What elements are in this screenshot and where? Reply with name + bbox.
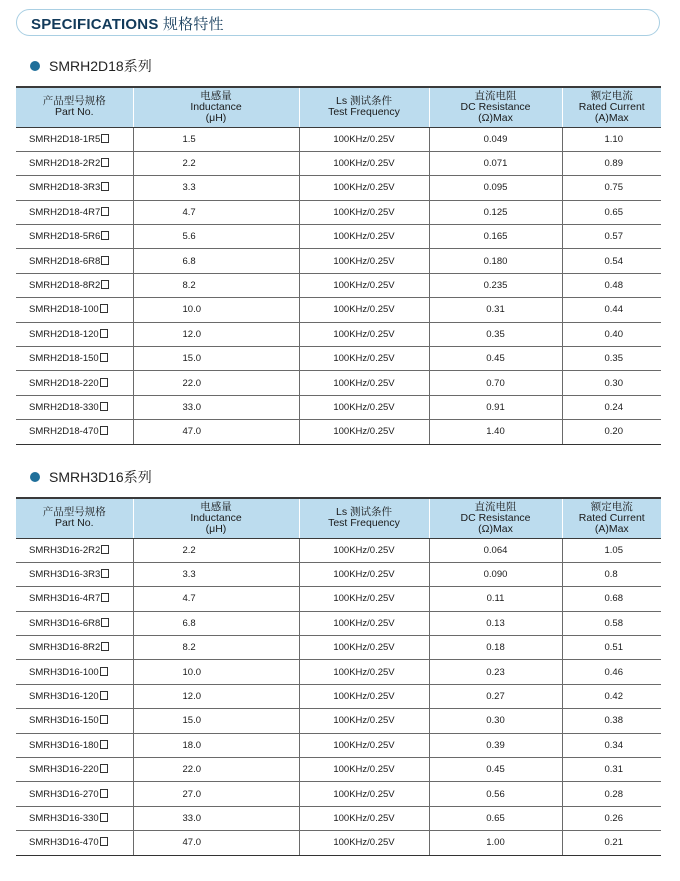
cell-rated-current: 0.48 bbox=[562, 273, 661, 297]
option-box-icon bbox=[101, 545, 109, 554]
cell-test-condition: 100KHz/0.25V bbox=[299, 587, 429, 611]
header-dcr: 直流电阻 DC Resistance (Ω)Max bbox=[429, 498, 562, 538]
cell-part-no: SMRH3D16-180 bbox=[16, 733, 133, 757]
cell-test-condition: 100KHz/0.25V bbox=[299, 176, 429, 200]
cell-dc-resistance: 0.27 bbox=[429, 684, 562, 708]
cell-test-condition: 100KHz/0.25V bbox=[299, 127, 429, 151]
option-box-icon bbox=[100, 740, 108, 749]
cell-inductance: 3.3 bbox=[133, 176, 299, 200]
cell-dc-resistance: 0.11 bbox=[429, 587, 562, 611]
option-box-icon bbox=[101, 182, 109, 191]
header-current: 额定电流 Rated Current (A)Max bbox=[562, 87, 661, 127]
table-header-row bbox=[16, 498, 661, 538]
cell-rated-current: 0.35 bbox=[562, 347, 661, 371]
cell-rated-current: 0.21 bbox=[562, 831, 661, 855]
table-row bbox=[16, 200, 661, 224]
cell-part-no: SMRH3D16-4R7 bbox=[16, 587, 133, 611]
cell-dc-resistance: 0.180 bbox=[429, 249, 562, 273]
cell-rated-current: 0.40 bbox=[562, 322, 661, 346]
spec-table-smrh3d16 bbox=[16, 497, 661, 856]
cell-test-condition: 100KHz/0.25V bbox=[299, 733, 429, 757]
cell-part-no: SMRH3D16-3R3 bbox=[16, 562, 133, 586]
cell-part-no: SMRH2D18-470 bbox=[16, 420, 133, 444]
table-row bbox=[16, 587, 661, 611]
table-row bbox=[16, 151, 661, 175]
cell-rated-current: 0.58 bbox=[562, 611, 661, 635]
cell-part-no: SMRH3D16-8R2 bbox=[16, 636, 133, 660]
cell-rated-current: 0.8 bbox=[562, 562, 661, 586]
table-row bbox=[16, 225, 661, 249]
section-title: SMRH3D16系列 bbox=[49, 469, 152, 485]
header-inductance: 电感量 Inductance (μH) bbox=[133, 87, 299, 127]
cell-test-condition: 100KHz/0.25V bbox=[299, 562, 429, 586]
cell-rated-current: 0.20 bbox=[562, 420, 661, 444]
option-box-icon bbox=[101, 158, 109, 167]
cell-inductance: 12.0 bbox=[133, 322, 299, 346]
table-row bbox=[16, 273, 661, 297]
cell-part-no: SMRH3D16-330 bbox=[16, 806, 133, 830]
cell-test-condition: 100KHz/0.25V bbox=[299, 151, 429, 175]
section-title: SMRH2D18系列 bbox=[49, 58, 152, 74]
cell-test-condition: 100KHz/0.25V bbox=[299, 200, 429, 224]
page-title-cn: 规格特性 bbox=[162, 16, 224, 33]
table-row bbox=[16, 660, 661, 684]
option-box-icon bbox=[100, 837, 108, 846]
cell-test-condition: 100KHz/0.25V bbox=[299, 347, 429, 371]
cell-rated-current: 0.89 bbox=[562, 151, 661, 175]
cell-rated-current: 0.30 bbox=[562, 371, 661, 395]
cell-rated-current: 0.51 bbox=[562, 636, 661, 660]
cell-dc-resistance: 1.40 bbox=[429, 420, 562, 444]
cell-inductance: 8.2 bbox=[133, 273, 299, 297]
cell-inductance: 10.0 bbox=[133, 298, 299, 322]
cell-rated-current: 0.42 bbox=[562, 684, 661, 708]
header-part: 产品型号规格 Part No. bbox=[16, 87, 133, 127]
cell-rated-current: 0.31 bbox=[562, 758, 661, 782]
cell-test-condition: 100KHz/0.25V bbox=[299, 273, 429, 297]
table-row bbox=[16, 684, 661, 708]
section-heading-smrh3d16 bbox=[30, 467, 152, 487]
cell-part-no: SMRH2D18-6R8 bbox=[16, 249, 133, 273]
cell-part-no: SMRH2D18-4R7 bbox=[16, 200, 133, 224]
cell-test-condition: 100KHz/0.25V bbox=[299, 611, 429, 635]
option-box-icon bbox=[100, 715, 108, 724]
cell-test-condition: 100KHz/0.25V bbox=[299, 322, 429, 346]
page-title-en: SPECIFICATIONS bbox=[31, 16, 159, 33]
cell-dc-resistance: 0.13 bbox=[429, 611, 562, 635]
cell-test-condition: 100KHz/0.25V bbox=[299, 249, 429, 273]
cell-dc-resistance: 0.45 bbox=[429, 347, 562, 371]
cell-dc-resistance: 0.18 bbox=[429, 636, 562, 660]
table-row bbox=[16, 347, 661, 371]
table-row bbox=[16, 176, 661, 200]
header-inductance: 电感量 Inductance (μH) bbox=[133, 498, 299, 538]
cell-inductance: 15.0 bbox=[133, 709, 299, 733]
table-row bbox=[16, 636, 661, 660]
table-row bbox=[16, 127, 661, 151]
cell-rated-current: 0.65 bbox=[562, 200, 661, 224]
option-box-icon bbox=[100, 329, 108, 338]
cell-part-no: SMRH2D18-1R5 bbox=[16, 127, 133, 151]
cell-part-no: SMRH2D18-3R3 bbox=[16, 176, 133, 200]
table-row bbox=[16, 538, 661, 562]
cell-test-condition: 100KHz/0.25V bbox=[299, 782, 429, 806]
table-row bbox=[16, 322, 661, 346]
option-box-icon bbox=[100, 667, 108, 676]
table-row bbox=[16, 733, 661, 757]
option-box-icon bbox=[100, 353, 108, 362]
cell-dc-resistance: 0.65 bbox=[429, 806, 562, 830]
cell-dc-resistance: 0.235 bbox=[429, 273, 562, 297]
cell-inductance: 5.6 bbox=[133, 225, 299, 249]
table-row bbox=[16, 758, 661, 782]
bullet-icon bbox=[30, 472, 40, 482]
cell-part-no: SMRH3D16-6R8 bbox=[16, 611, 133, 635]
bullet-icon bbox=[30, 61, 40, 71]
option-box-icon bbox=[100, 691, 108, 700]
cell-dc-resistance: 0.91 bbox=[429, 395, 562, 419]
section-heading-smrh2d18 bbox=[30, 56, 152, 76]
cell-inductance: 10.0 bbox=[133, 660, 299, 684]
cell-dc-resistance: 0.23 bbox=[429, 660, 562, 684]
cell-inductance: 1.5 bbox=[133, 127, 299, 151]
cell-inductance: 12.0 bbox=[133, 684, 299, 708]
option-box-icon bbox=[101, 618, 109, 627]
cell-dc-resistance: 0.30 bbox=[429, 709, 562, 733]
table-row bbox=[16, 611, 661, 635]
option-box-icon bbox=[100, 813, 108, 822]
cell-test-condition: 100KHz/0.25V bbox=[299, 636, 429, 660]
cell-rated-current: 0.38 bbox=[562, 709, 661, 733]
cell-test-condition: 100KHz/0.25V bbox=[299, 225, 429, 249]
table-row bbox=[16, 298, 661, 322]
header-condition: Ls 测试条件 Test Frequency bbox=[299, 87, 429, 127]
cell-inductance: 15.0 bbox=[133, 347, 299, 371]
header-current: 额定电流 Rated Current (A)Max bbox=[562, 498, 661, 538]
cell-test-condition: 100KHz/0.25V bbox=[299, 831, 429, 855]
cell-part-no: SMRH3D16-100 bbox=[16, 660, 133, 684]
option-box-icon bbox=[101, 256, 109, 265]
cell-dc-resistance: 0.70 bbox=[429, 371, 562, 395]
option-box-icon bbox=[100, 789, 108, 798]
cell-part-no: SMRH2D18-150 bbox=[16, 347, 133, 371]
option-box-icon bbox=[101, 207, 109, 216]
option-box-icon bbox=[100, 402, 108, 411]
cell-dc-resistance: 0.064 bbox=[429, 538, 562, 562]
cell-test-condition: 100KHz/0.25V bbox=[299, 709, 429, 733]
cell-part-no: SMRH2D18-330 bbox=[16, 395, 133, 419]
cell-part-no: SMRH3D16-120 bbox=[16, 684, 133, 708]
cell-inductance: 6.8 bbox=[133, 611, 299, 635]
option-box-icon bbox=[101, 280, 109, 289]
cell-dc-resistance: 0.165 bbox=[429, 225, 562, 249]
cell-inductance: 4.7 bbox=[133, 587, 299, 611]
table-row bbox=[16, 420, 661, 444]
option-box-icon bbox=[100, 304, 108, 313]
option-box-icon bbox=[101, 569, 109, 578]
cell-dc-resistance: 0.125 bbox=[429, 200, 562, 224]
cell-dc-resistance: 0.35 bbox=[429, 322, 562, 346]
cell-inductance: 47.0 bbox=[133, 420, 299, 444]
table-row bbox=[16, 562, 661, 586]
cell-test-condition: 100KHz/0.25V bbox=[299, 371, 429, 395]
table-row bbox=[16, 371, 661, 395]
cell-rated-current: 0.57 bbox=[562, 225, 661, 249]
table-row bbox=[16, 782, 661, 806]
cell-inductance: 4.7 bbox=[133, 200, 299, 224]
cell-dc-resistance: 0.090 bbox=[429, 562, 562, 586]
header-part: 产品型号规格 Part No. bbox=[16, 498, 133, 538]
cell-test-condition: 100KHz/0.25V bbox=[299, 806, 429, 830]
cell-dc-resistance: 0.071 bbox=[429, 151, 562, 175]
option-box-icon bbox=[101, 593, 109, 602]
cell-rated-current: 0.28 bbox=[562, 782, 661, 806]
cell-part-no: SMRH3D16-2R2 bbox=[16, 538, 133, 562]
cell-test-condition: 100KHz/0.25V bbox=[299, 538, 429, 562]
cell-part-no: SMRH2D18-220 bbox=[16, 371, 133, 395]
option-box-icon bbox=[101, 642, 109, 651]
cell-dc-resistance: 0.095 bbox=[429, 176, 562, 200]
specifications-banner bbox=[16, 9, 660, 36]
cell-inductance: 6.8 bbox=[133, 249, 299, 273]
cell-test-condition: 100KHz/0.25V bbox=[299, 420, 429, 444]
cell-dc-resistance: 0.31 bbox=[429, 298, 562, 322]
cell-part-no: SMRH3D16-470 bbox=[16, 831, 133, 855]
spec-table-smrh2d18 bbox=[16, 86, 661, 445]
table-row bbox=[16, 395, 661, 419]
cell-part-no: SMRH2D18-8R2 bbox=[16, 273, 133, 297]
cell-part-no: SMRH2D18-120 bbox=[16, 322, 133, 346]
table-row bbox=[16, 709, 661, 733]
cell-inductance: 27.0 bbox=[133, 782, 299, 806]
cell-inductance: 2.2 bbox=[133, 538, 299, 562]
cell-rated-current: 0.34 bbox=[562, 733, 661, 757]
cell-test-condition: 100KHz/0.25V bbox=[299, 758, 429, 782]
cell-part-no: SMRH2D18-5R6 bbox=[16, 225, 133, 249]
cell-inductance: 33.0 bbox=[133, 395, 299, 419]
cell-inductance: 22.0 bbox=[133, 371, 299, 395]
cell-test-condition: 100KHz/0.25V bbox=[299, 395, 429, 419]
cell-part-no: SMRH3D16-270 bbox=[16, 782, 133, 806]
cell-dc-resistance: 0.45 bbox=[429, 758, 562, 782]
cell-part-no: SMRH3D16-220 bbox=[16, 758, 133, 782]
cell-part-no: SMRH2D18-100 bbox=[16, 298, 133, 322]
cell-rated-current: 0.54 bbox=[562, 249, 661, 273]
cell-rated-current: 1.05 bbox=[562, 538, 661, 562]
table-row bbox=[16, 249, 661, 273]
table-row bbox=[16, 831, 661, 855]
option-box-icon bbox=[100, 378, 108, 387]
cell-inductance: 18.0 bbox=[133, 733, 299, 757]
header-condition: Ls 测试条件 Test Frequency bbox=[299, 498, 429, 538]
option-box-icon bbox=[100, 764, 108, 773]
cell-test-condition: 100KHz/0.25V bbox=[299, 298, 429, 322]
table-header-row bbox=[16, 87, 661, 127]
table-row bbox=[16, 806, 661, 830]
cell-dc-resistance: 0.39 bbox=[429, 733, 562, 757]
cell-rated-current: 0.68 bbox=[562, 587, 661, 611]
cell-rated-current: 0.24 bbox=[562, 395, 661, 419]
cell-test-condition: 100KHz/0.25V bbox=[299, 684, 429, 708]
cell-inductance: 2.2 bbox=[133, 151, 299, 175]
cell-rated-current: 1.10 bbox=[562, 127, 661, 151]
cell-part-no: SMRH2D18-2R2 bbox=[16, 151, 133, 175]
cell-part-no: SMRH3D16-150 bbox=[16, 709, 133, 733]
cell-inductance: 47.0 bbox=[133, 831, 299, 855]
cell-rated-current: 0.75 bbox=[562, 176, 661, 200]
cell-rated-current: 0.26 bbox=[562, 806, 661, 830]
option-box-icon bbox=[100, 426, 108, 435]
page-title bbox=[31, 13, 224, 34]
cell-inductance: 22.0 bbox=[133, 758, 299, 782]
cell-inductance: 3.3 bbox=[133, 562, 299, 586]
cell-inductance: 8.2 bbox=[133, 636, 299, 660]
cell-rated-current: 0.44 bbox=[562, 298, 661, 322]
cell-dc-resistance: 1.00 bbox=[429, 831, 562, 855]
cell-dc-resistance: 0.049 bbox=[429, 127, 562, 151]
option-box-icon bbox=[101, 231, 109, 240]
cell-inductance: 33.0 bbox=[133, 806, 299, 830]
header-dcr: 直流电阻 DC Resistance (Ω)Max bbox=[429, 87, 562, 127]
option-box-icon bbox=[101, 134, 109, 143]
cell-dc-resistance: 0.56 bbox=[429, 782, 562, 806]
cell-test-condition: 100KHz/0.25V bbox=[299, 660, 429, 684]
cell-rated-current: 0.46 bbox=[562, 660, 661, 684]
